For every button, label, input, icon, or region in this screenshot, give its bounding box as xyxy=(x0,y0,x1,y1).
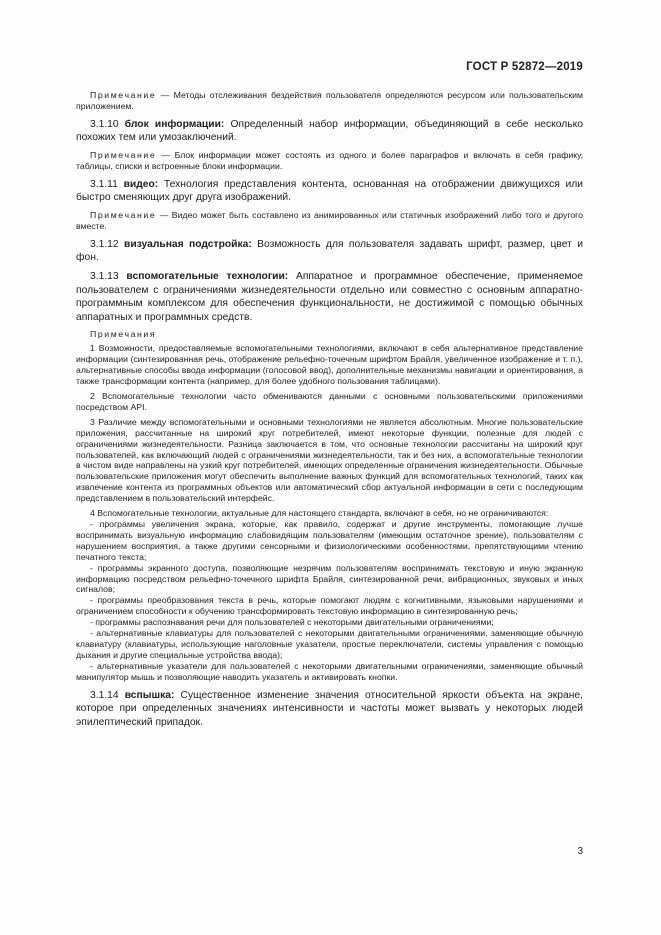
definition-text: Существенное изменение значения относительной яркости объекта на экране, которое при определенных значениях интенсивности и частоты может вызвать у некоторых людей эпилептический припадок. xyxy=(76,689,583,728)
clause-number: 3.1.12 xyxy=(90,238,119,250)
note-paragraph xyxy=(76,90,583,112)
list-item: - альтернативные указатели для пользователей с некоторыми двигательными ограничениями, заменяющие обычный манипулятор мышь и позволяющие наводить указатель и активировать кнопки. xyxy=(76,660,583,682)
clause-number: 3.1.11 xyxy=(90,178,118,190)
note-text: — Блок информации может состоять из одного и более параграфов и включать в себя графику, таблицы, списки и встроенные блоки информации. xyxy=(76,150,583,171)
clause-number: 3.1.14 xyxy=(90,689,119,701)
list-item: - программы экранного доступа, позволяющие незрячим пользователям воспринимать текстовую и иную экранную информацию посредством рельефно-точечного шрифта Брайля, синтезированной речи, вибрационных, звуковых и иных сигналов; xyxy=(76,562,583,595)
note-label: Примечание xyxy=(90,150,157,160)
term: вспышка: xyxy=(124,689,175,701)
note-label: Примечание xyxy=(90,210,157,220)
definition-text: Аппаратное и программное обеспечение, применяемое пользователем с ограничениями жизнедеятельности отдельно или совместно с основным аппаратно-программным комплексом для обеспечения функциональности, не достижимой с помощью обычных аппаратных и программных средств. xyxy=(76,271,583,323)
note-item: 2 Вспомогательные технологии часто обмениваются данными с основными пользовательскими приложениями посредством API. xyxy=(76,391,583,412)
list-item: - программы преобразования текста в речь, которые помогают людям с когнитивными, языковыми нарушениями и ограничением способности к обучению трансформировать текстовую информацию в синтезированную речь; xyxy=(76,595,583,617)
clause-number: 3.1.13 xyxy=(90,271,119,282)
note-text: — Методы отслеживания бездействия пользователя определяются ресурсом или пользовательским приложением. xyxy=(76,90,583,111)
list-item: - программы увеличения экрана, которые, как правило, содержат и другие инструменты, помогающие лучше воспринимать визуальную информацию слабовидящим пользователям (имеющим остаточное зрение), пользователям с нарушением восприятия, а также другими сенсорными и физиологическими особенностями, препятствующими чтению печатного текста; xyxy=(76,518,583,562)
note-paragraph xyxy=(76,150,583,172)
note-paragraph xyxy=(76,210,583,232)
list-item: - альтернативные клавиатуры для пользователей с некоторыми двигательными ограничениями, заменяющие обычную клавиатуру (клавиатуры, использующие наголовные указатели, простые переключатели, системы управления с помощью дыхания и другие специальные устройства ввода); xyxy=(76,628,583,660)
definition-paragraph xyxy=(76,238,583,265)
note-label: Примечание xyxy=(90,90,157,100)
note-text: — Видео может быть составлено из анимированных или статичных изображений либо того и другого вместе. xyxy=(76,210,583,231)
list-item: - программы распознавания речи для пользователей с некоторыми двигательными ограничениями; xyxy=(90,617,494,628)
term: визуальная подстройка: xyxy=(124,238,252,250)
notes-heading: Примечания xyxy=(90,329,157,340)
clause-number: 3.1.10 xyxy=(90,118,119,130)
definition-paragraph xyxy=(76,270,583,324)
term: видео: xyxy=(123,178,159,190)
definition-text: Возможность для пользователя задавать шрифт, размер, цвет и фон. xyxy=(76,238,583,264)
page-number: 3 xyxy=(577,846,583,857)
standard-header: ГОСТ Р 52872—2019 xyxy=(466,61,583,73)
definition-text: Технология представления контента, основанная на отображении движущихся или быстро сменяющих друг друга изображений. xyxy=(76,178,583,204)
definition-text: Определенный набор информации, объединяющий в себе несколько похожих тем или умозаключений. xyxy=(76,118,583,144)
note-item: 1 Возможности, предоставляемые вспомогательными технологиями, включают в себя альтернативное представление информации (синтезированная речь, отображение рельефно-точечным шрифтом Брайля, увеличенное изображение и т. п.), альтернативные способы ввода информации (голосовой ввод), дополнительные механизмы навигации и ориентирования, а также трансформации контента (например, для более удобного пользования таблицами). xyxy=(76,343,583,387)
term: блок информации: xyxy=(124,118,225,130)
term: вспомогательные технологии: xyxy=(126,271,289,282)
definition-paragraph xyxy=(76,689,583,730)
note-item: 3 Различие между вспомогательными и основными технологиями не является абсолютным. Многие пользовательские приложения, рассчитанные на широкий круг потребителей, имеют некоторые функции, полезные для людей с ограничениями жизнедеятельности. Разница заключается в том, что основные технологии рассчитаны на широкий круг пользователей, как включающий людей с ограничениями жизнедеятельности, так и без них, а вспомогательные технологии в чистом виде направлены на узкий круг потребителей, имеющих определенные ограничения жизнедеятельности. Обычные пользовательские приложения могут обеспечить выполнение важных функций для вспомогательных технологий, таких как извлечение контента из программных объектов или автоматический сбор актуальной информации в сети с последующим представлением в пользовательский интерфейс. xyxy=(76,416,583,504)
document-body xyxy=(76,90,583,734)
definition-paragraph xyxy=(76,118,583,145)
note-item: 4 Вспомогательные технологии, актуальные для настоящего стандарта, включают в себя, но не ограничиваются: xyxy=(90,508,549,519)
definition-paragraph xyxy=(76,178,583,205)
